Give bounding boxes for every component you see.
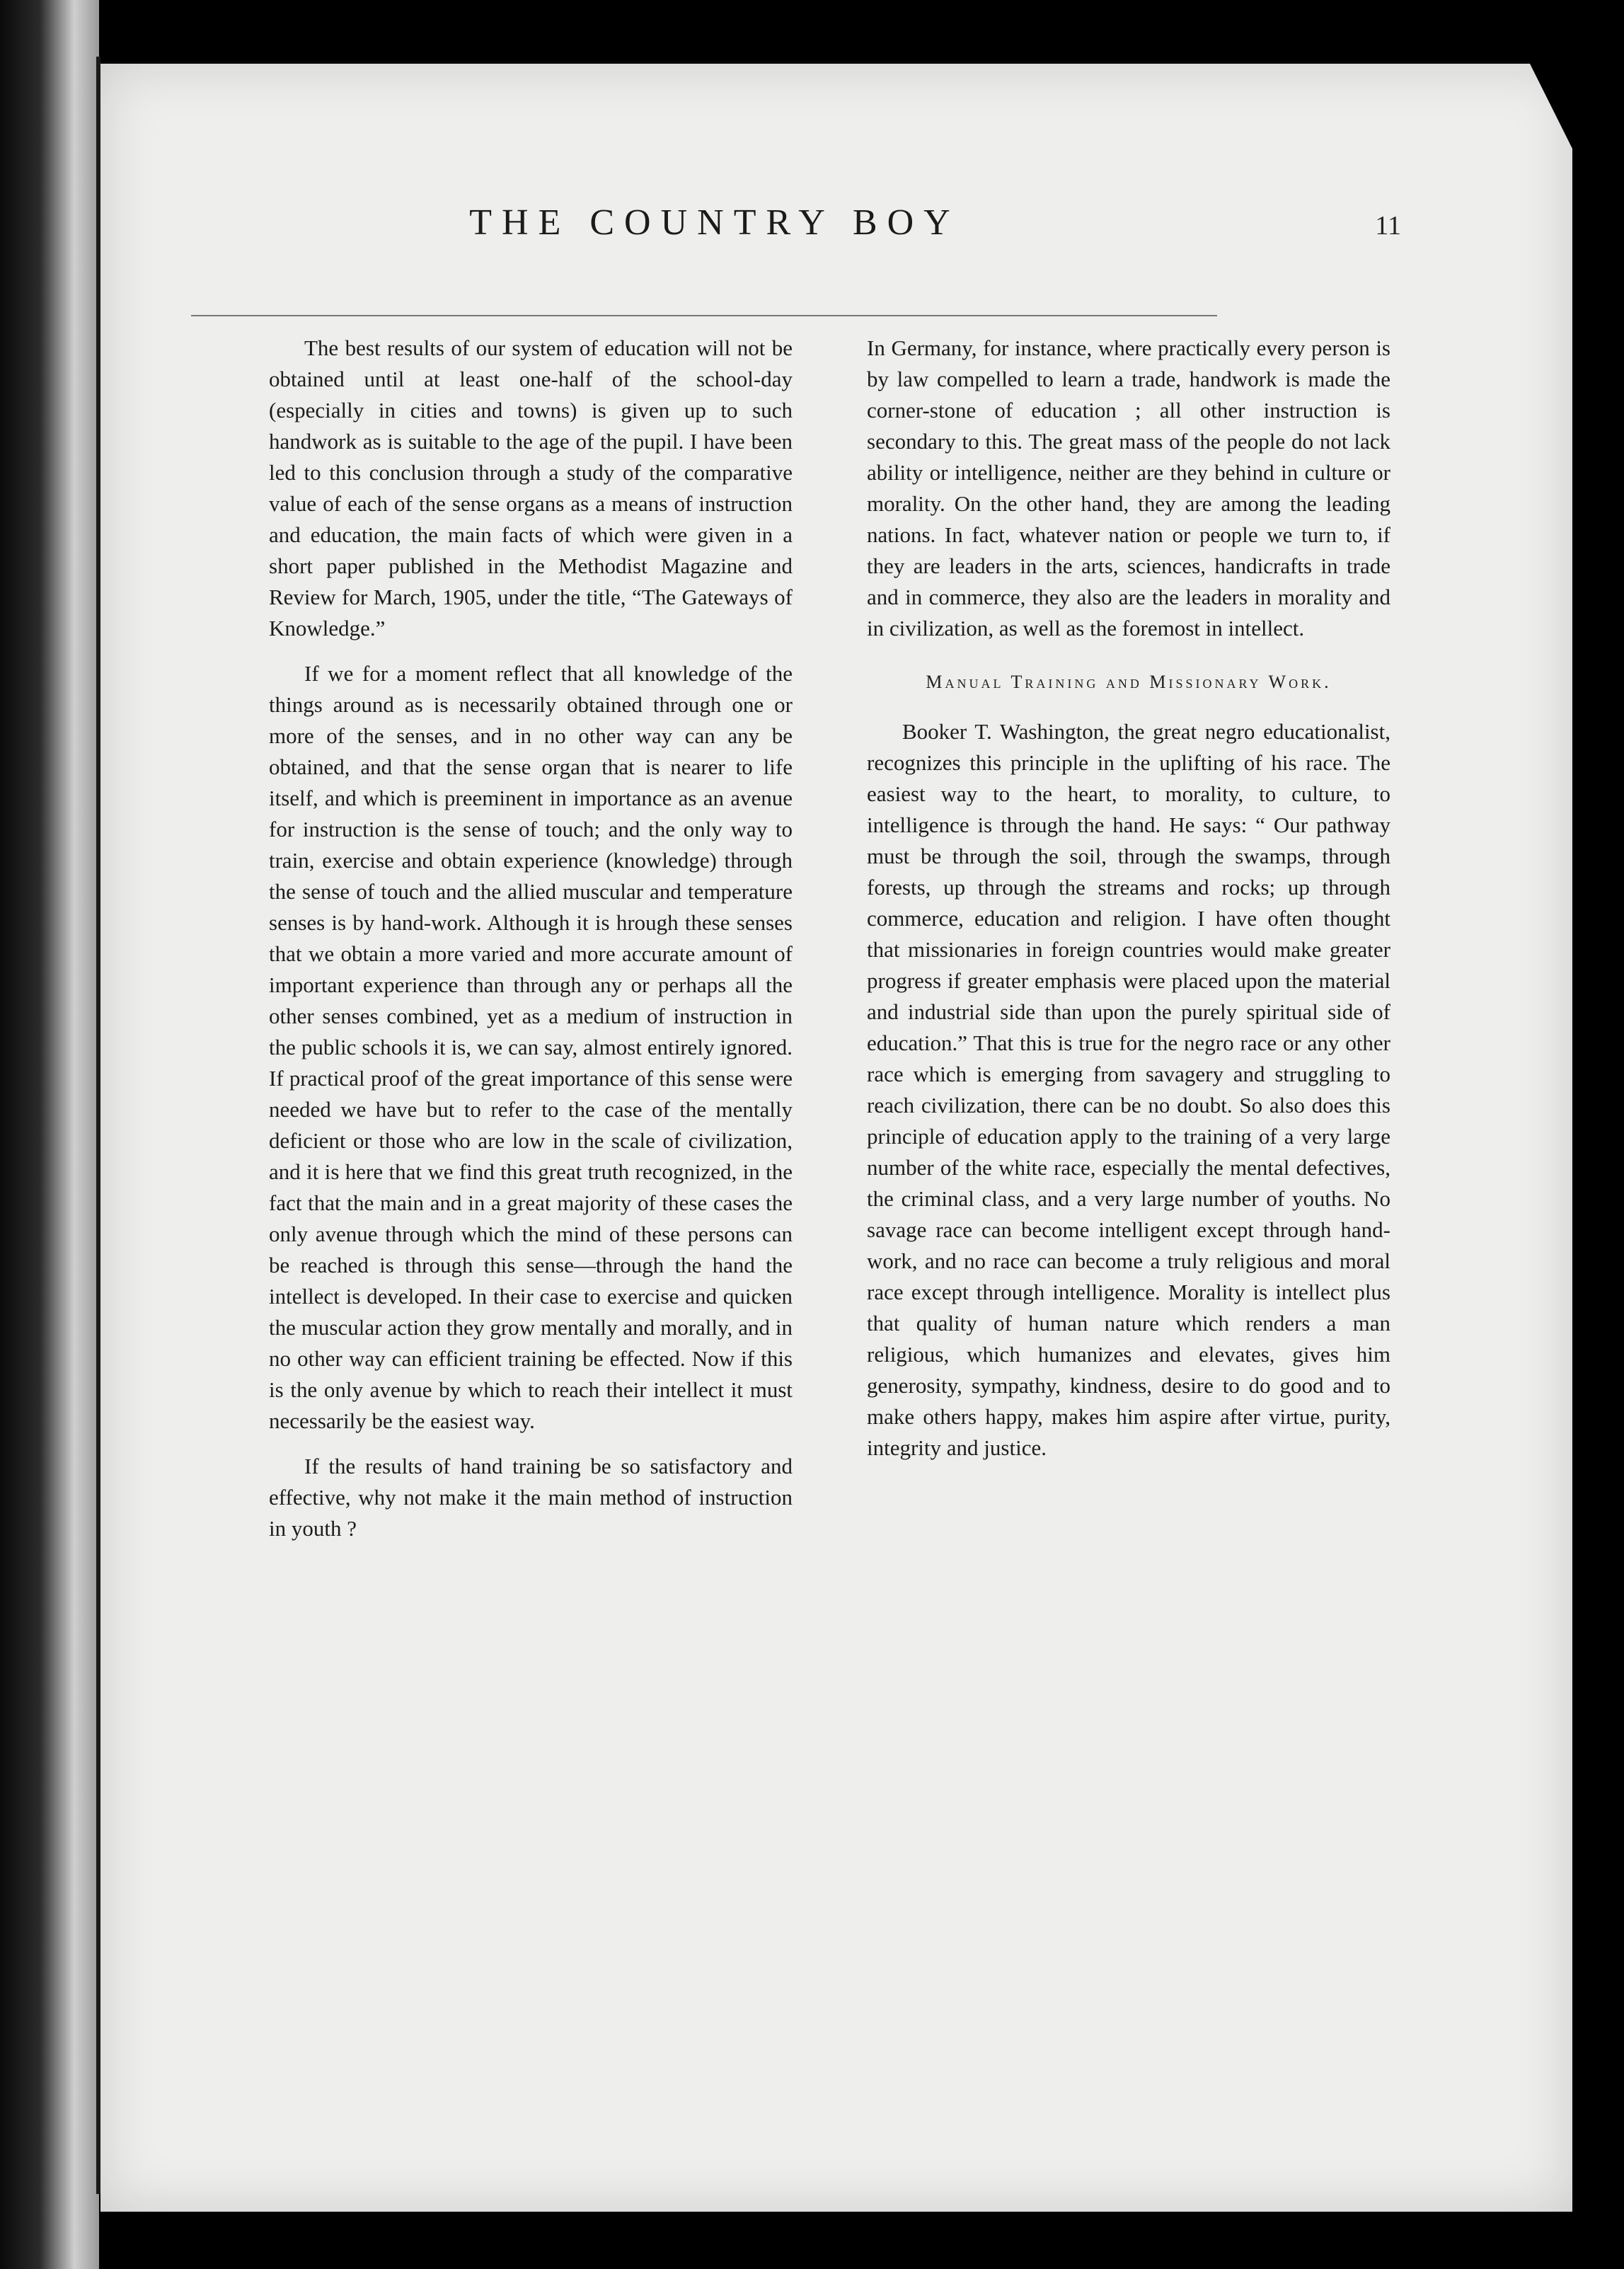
right-paragraph-2: Booker T. Washington, the great negro educationalist, recognizes this principle in the uplifting of his race. The easiest way to the heart, to morality, to culture, to intelligence is through the hand. He says: “ Our pathway must be through the soil, through the swamps, through forests, up through the streams and rocks; up through commerce, education and religion. I have often thought that missionaries in foreign countries would make greater progress if greater emphasis were placed upon the material and industrial side than upon the purely spiritual side of education.” That this is true for the negro race or any other race which is emerging from savagery and struggling to reach civilization, there can be no doubt. So also does this principle of education apply to the training of a very large number of the white race, especially the mental defectives, the criminal class, and a very large number of youths. No savage race can become intelligent except through hand-work, and no race can become a truly religious and moral race except through intelligence. Morality is intellect plus that quality of human nature which renders a man religious, which humanizes and elevates, gives him generosity, sympathy, kindness, desire to do good and to make others happy, makes him aspire after virtue, purity, integrity and justice. bbox=[867, 719, 1390, 1460]
left-paragraph-1: The best results of our system of education will not be obtained until at least one-half of the school-day (especially in cities and towns) is given up to such handwork as is suitable to the age of the pupil. I have been led to this conclusion through a study of the comparative value of each of the sense organs as a means of instruction and education, the main facts of which were given in a short paper published in the Methodist Magazine and Review for March, 1905, under the title, “The Gateways of Knowledge.” bbox=[269, 335, 793, 641]
book-spine bbox=[0, 0, 99, 2269]
page-corner-fold bbox=[1530, 64, 1572, 149]
running-title: THE COUNTRY BOY bbox=[469, 202, 960, 243]
page-number: 11 bbox=[1375, 211, 1401, 241]
left-paragraph-3: If the results of hand training be so satisfactory and effective, why not make it the main method of instruction in youth ? bbox=[269, 1454, 793, 1541]
left-column bbox=[269, 333, 793, 1558]
right-column bbox=[867, 333, 1390, 1478]
header-rule bbox=[191, 315, 1217, 316]
right-paragraph-1: In Germany, for instance, where practically every person is by law compelled to learn a trade, handwork is made the corner-stone of education ; all other instruction is secondary to this. The great mass of the people do not lack ability or intelligence, neither are they behind in culture or morality. On the other hand, they are among the leading nations. In fact, whatever nation or people we turn to, if they are leaders in the arts, sciences, handicrafts in trade and in commerce, they also are the leaders in morality and in civilization, as well as the foremost in intellect. bbox=[867, 335, 1390, 641]
section-heading: Manual Training and Missionary Work. bbox=[926, 672, 1332, 692]
page-header bbox=[184, 202, 1429, 265]
left-paragraph-2: If we for a moment reflect that all knowledge of the things around as is necessarily obtained through one or more of the senses, and in no other way can any be obtained, and that the sense organ that is nearer to life itself, and which is preeminent in importance as an avenue for instruction is the sense of touch; and the only way to train, exercise and obtain experience (knowledge) through the sense of touch and the allied muscular and temperature senses is by hand-work. Although it is hrough these senses that we obtain a more varied and more accurate amount of important experience than through any or perhaps all the other senses combined, yet as a medium of instruction in the public schools it is, we can say, almost entirely ignored. If practical proof of the great importance of this sense were needed we have but to refer to the case of the mentally deficient or those who are low in the scale of civilization, and it is here that we find this great truth recognized, in the fact that the main and in a great majority of these cases the only avenue through which the mind of these persons can be reached is through this sense—through the hand the intellect is developed. In their case to exercise and quicken the muscular action they grow mentally and morally, and in no other way can efficient training be effected. Now if this is the only avenue by which to reach their intellect it must necessarily be the easiest way. bbox=[269, 661, 793, 1433]
